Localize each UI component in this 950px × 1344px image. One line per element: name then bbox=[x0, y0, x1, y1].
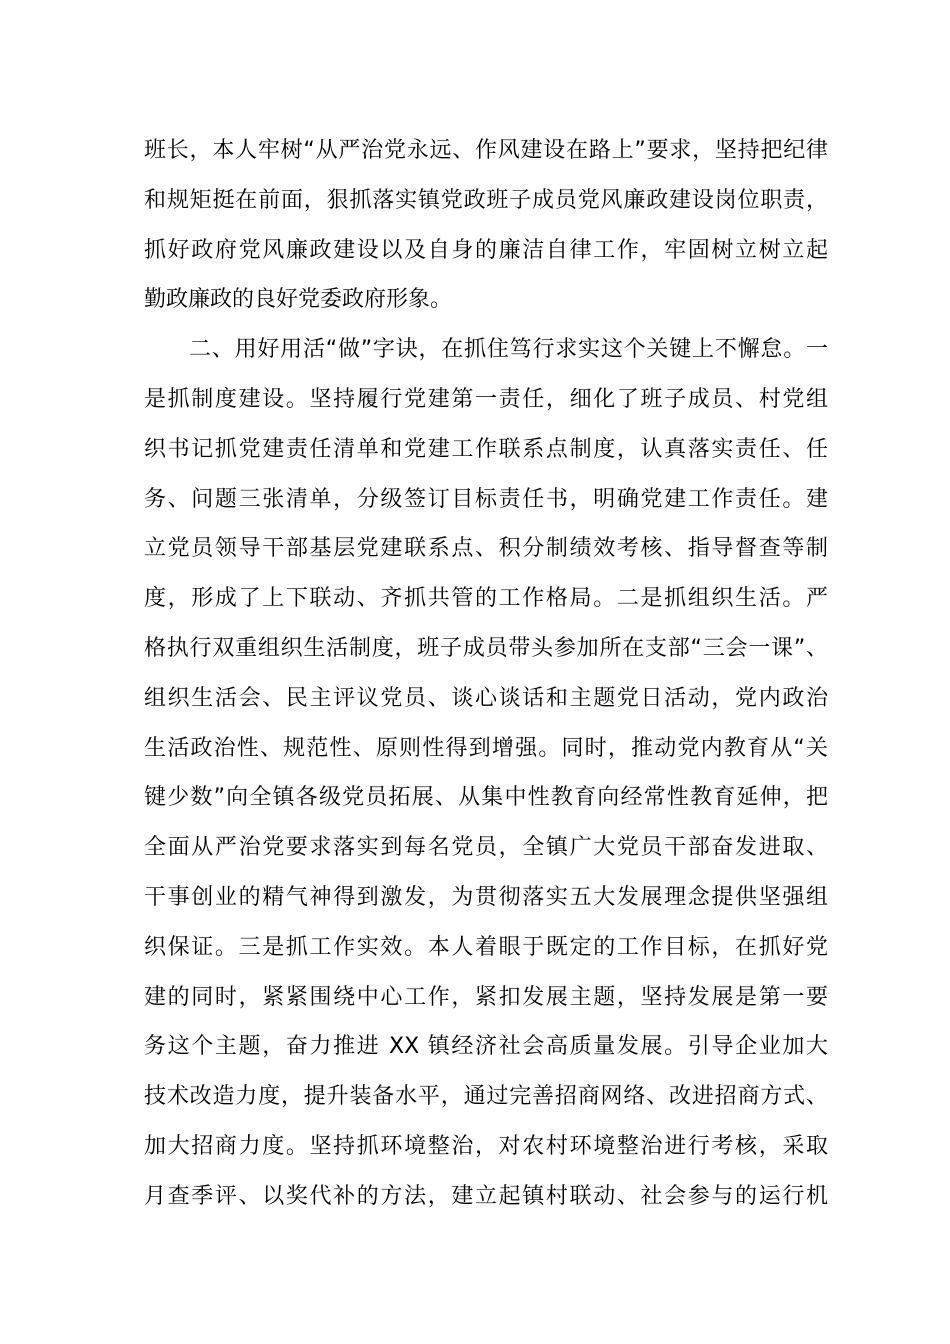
text-line: 干事创业的精气神得到激发，为贯彻落实五大发展理念提供坚强组 bbox=[144, 884, 828, 910]
text-line: 和规矩挺在前面，狠抓落实镇党政班子成员党风廉政建设岗位职责， bbox=[144, 187, 828, 213]
text-line: 加大招商力度。坚持抓环境整治，对农村环境整治进行考核，采取 bbox=[144, 1133, 828, 1159]
text-line: 全面从严治党要求落实到每名党员，全镇广大党员干部奋发进取、 bbox=[144, 835, 828, 861]
text-line: 技术改造力度，提升装备水平，通过完善招商网络、改进招商方式、 bbox=[144, 1084, 828, 1110]
text-line: 格执行双重组织生活制度，班子成员带头参加所在支部“三会一课”、 bbox=[144, 635, 828, 661]
text-line: 是抓制度建设。坚持履行党建第一责任，细化了班子成员、村党组 bbox=[144, 386, 828, 412]
text-line: 度，形成了上下联动、齐抓共管的工作格局。二是抓组织生活。严 bbox=[144, 586, 828, 612]
text-line: 月查季评、以奖代补的方法，建立起镇村联动、社会参与的运行机 bbox=[144, 1183, 828, 1209]
text-line: 织书记抓党建责任清单和党建工作联系点制度，认真落实责任、任 bbox=[144, 436, 828, 462]
text-line: 班长，本人牢树“从严治党永远、作风建设在路上”要求，坚持把纪律 bbox=[144, 138, 828, 163]
text-line: 建的同时，紧紧围绕中心工作，紧扣发展主题，坚持发展是第一要 bbox=[144, 984, 828, 1010]
text-line: 生活政治性、规范性、原则性得到增强。同时，推动党内教育从“关 bbox=[144, 735, 828, 761]
text-line: 抓好政府党风廉政建设以及自身的廉洁自律工作，牢固树立树立起 bbox=[144, 237, 828, 263]
text-line: 组织生活会、民主评议党员、谈心谈话和主题党日活动，党内政治 bbox=[144, 685, 828, 711]
document-body bbox=[144, 126, 828, 1222]
text-line: 务这个主题，奋力推进 XX 镇经济社会高质量发展。引导企业加大 bbox=[144, 1034, 828, 1060]
paragraph-end-line: 勤政廉政的良好党委政府形象。 bbox=[144, 287, 453, 313]
text-line: 织保证。三是抓工作实效。本人着眼于既定的工作目标，在抓好党 bbox=[144, 934, 828, 960]
text-line: 立党员领导干部基层党建联系点、积分制绩效考核、指导督查等制 bbox=[144, 536, 828, 562]
text-line: 键少数”向全镇各级党员拓展、从集中性教育向经常性教育延伸，把 bbox=[144, 785, 828, 811]
text-line: 务、问题三张清单，分级签订目标责任书，明确党建工作责任。建 bbox=[144, 486, 828, 512]
paragraph-first-line: 二、用好用活“做”字诀，在抓住笃行求实这个关键上不懈怠。一 bbox=[189, 337, 828, 363]
